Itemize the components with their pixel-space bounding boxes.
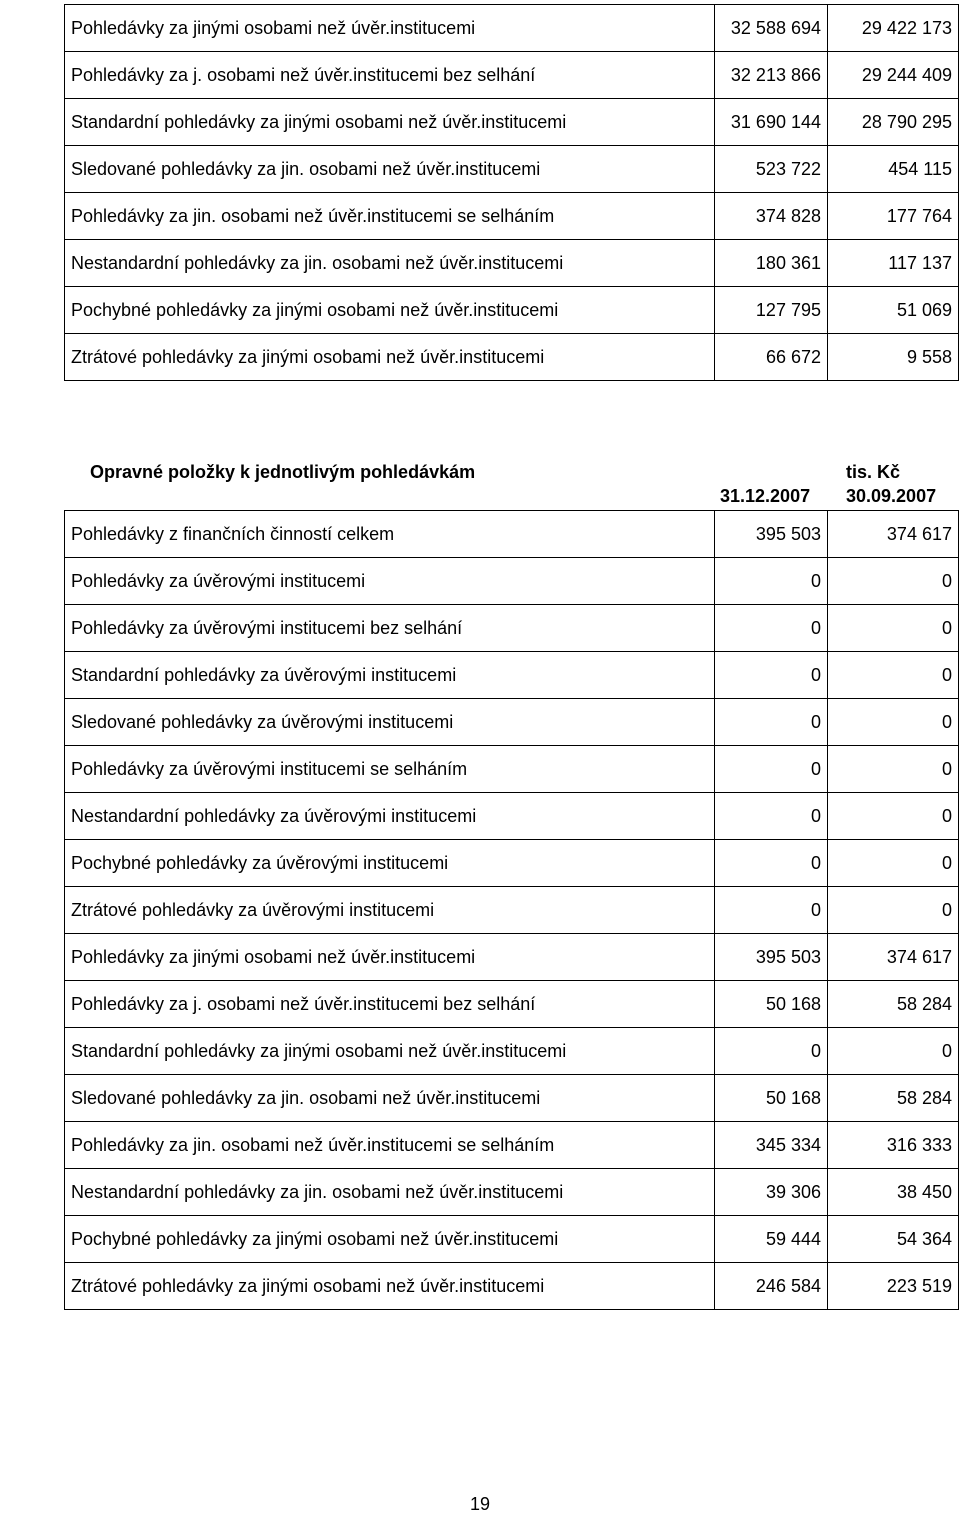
row-value-col2: 0 bbox=[828, 840, 959, 887]
row-value-col1: 32 588 694 bbox=[715, 5, 828, 52]
row-label: Pohledávky za jin. osobami než úvěr.institucemi se selháním bbox=[65, 193, 715, 240]
row-label: Standardní pohledávky za jinými osobami než úvěr.institucemi bbox=[65, 1028, 715, 1075]
row-value-col1: 246 584 bbox=[715, 1263, 828, 1310]
row-value-col1: 66 672 bbox=[715, 334, 828, 381]
row-value-col2: 374 617 bbox=[828, 934, 959, 981]
row-label: Pohledávky za jinými osobami než úvěr.institucemi bbox=[65, 934, 715, 981]
table-row bbox=[65, 334, 959, 381]
row-value-col1: 0 bbox=[715, 558, 828, 605]
row-value-col2: 51 069 bbox=[828, 287, 959, 334]
row-label: Pohledávky za úvěrovými institucemi se selháním bbox=[65, 746, 715, 793]
row-label: Pohledávky za úvěrovými institucemi bez selhání bbox=[65, 605, 715, 652]
row-label: Pohledávky za jin. osobami než úvěr.institucemi se selháním bbox=[65, 1122, 715, 1169]
table-row bbox=[65, 558, 959, 605]
row-label: Sledované pohledávky za jin. osobami než úvěr.institucemi bbox=[65, 1075, 715, 1122]
row-value-col1: 39 306 bbox=[715, 1169, 828, 1216]
row-value-col2: 58 284 bbox=[828, 1075, 959, 1122]
row-label: Pohledávky za úvěrovými institucemi bbox=[65, 558, 715, 605]
row-value-col2: 374 617 bbox=[828, 511, 959, 558]
row-value-col2: 0 bbox=[828, 558, 959, 605]
table-row bbox=[65, 240, 959, 287]
row-value-col2: 0 bbox=[828, 652, 959, 699]
table-row bbox=[65, 652, 959, 699]
row-value-col2: 38 450 bbox=[828, 1169, 959, 1216]
row-label: Pohledávky za jinými osobami než úvěr.institucemi bbox=[65, 5, 715, 52]
unit-label: tis. Kč bbox=[846, 462, 901, 482]
table-row bbox=[65, 5, 959, 52]
row-label: Ztrátové pohledávky za jinými osobami než úvěr.institucemi bbox=[65, 1263, 715, 1310]
row-value-col2: 0 bbox=[828, 887, 959, 934]
row-label: Sledované pohledávky za úvěrovými institucemi bbox=[65, 699, 715, 746]
row-label: Nestandardní pohledávky za úvěrovými institucemi bbox=[65, 793, 715, 840]
row-value-col2: 28 790 295 bbox=[828, 99, 959, 146]
table-row bbox=[65, 511, 959, 558]
row-value-col2: 0 bbox=[828, 746, 959, 793]
row-label: Pohledávky za j. osobami než úvěr.institucemi bez selhání bbox=[65, 981, 715, 1028]
row-value-col1: 31 690 144 bbox=[715, 99, 828, 146]
row-value-col1: 0 bbox=[715, 793, 828, 840]
table-row bbox=[65, 605, 959, 652]
row-label: Ztrátové pohledávky za jinými osobami než úvěr.institucemi bbox=[65, 334, 715, 381]
receivables-table-top-body bbox=[65, 5, 959, 381]
column-header-date-2: 30.09.2007 bbox=[846, 486, 937, 506]
row-value-col1: 0 bbox=[715, 605, 828, 652]
row-value-col2: 29 422 173 bbox=[828, 5, 959, 52]
row-label: Nestandardní pohledávky za jin. osobami než úvěr.institucemi bbox=[65, 1169, 715, 1216]
table-row bbox=[65, 1075, 959, 1122]
row-value-col2: 0 bbox=[828, 605, 959, 652]
row-value-col2: 58 284 bbox=[828, 981, 959, 1028]
row-value-col1: 523 722 bbox=[715, 146, 828, 193]
row-label: Pochybné pohledávky za jinými osobami než úvěr.institucemi bbox=[65, 287, 715, 334]
row-label: Standardní pohledávky za jinými osobami než úvěr.institucemi bbox=[65, 99, 715, 146]
row-value-col2: 54 364 bbox=[828, 1216, 959, 1263]
row-label: Standardní pohledávky za úvěrovými institucemi bbox=[65, 652, 715, 699]
table-row bbox=[65, 746, 959, 793]
table-row bbox=[65, 52, 959, 99]
table-row bbox=[65, 1028, 959, 1075]
row-value-col1: 59 444 bbox=[715, 1216, 828, 1263]
row-label: Nestandardní pohledávky za jin. osobami než úvěr.institucemi bbox=[65, 240, 715, 287]
table-row bbox=[65, 287, 959, 334]
row-value-col1: 127 795 bbox=[715, 287, 828, 334]
page-number: 19 bbox=[469, 1494, 491, 1514]
row-label: Pochybné pohledávky za úvěrovými institucemi bbox=[65, 840, 715, 887]
column-header-date-1: 31.12.2007 bbox=[720, 486, 811, 506]
row-value-col2: 117 137 bbox=[828, 240, 959, 287]
row-value-col2: 177 764 bbox=[828, 193, 959, 240]
row-value-col2: 0 bbox=[828, 1028, 959, 1075]
row-label: Pochybné pohledávky za jinými osobami než úvěr.institucemi bbox=[65, 1216, 715, 1263]
row-value-col1: 0 bbox=[715, 652, 828, 699]
row-value-col1: 50 168 bbox=[715, 1075, 828, 1122]
table-row bbox=[65, 99, 959, 146]
table-row bbox=[65, 887, 959, 934]
row-value-col1: 0 bbox=[715, 1028, 828, 1075]
section-title: Opravné položky k jednotlivým pohledávkám bbox=[90, 462, 476, 482]
row-label: Pohledávky z finančních činností celkem bbox=[65, 511, 715, 558]
row-value-col1: 0 bbox=[715, 840, 828, 887]
table-row bbox=[65, 840, 959, 887]
table-row bbox=[65, 1169, 959, 1216]
row-value-col1: 0 bbox=[715, 746, 828, 793]
row-value-col2: 0 bbox=[828, 793, 959, 840]
row-value-col2: 223 519 bbox=[828, 1263, 959, 1310]
provisions-table-body bbox=[65, 511, 959, 1310]
provisions-table bbox=[64, 510, 959, 1310]
row-value-col1: 0 bbox=[715, 887, 828, 934]
row-value-col2: 454 115 bbox=[828, 146, 959, 193]
row-value-col1: 374 828 bbox=[715, 193, 828, 240]
row-value-col1: 395 503 bbox=[715, 511, 828, 558]
table-row bbox=[65, 193, 959, 240]
table-row bbox=[65, 934, 959, 981]
table-row bbox=[65, 146, 959, 193]
receivables-table-top bbox=[64, 4, 959, 381]
row-value-col1: 32 213 866 bbox=[715, 52, 828, 99]
row-label: Ztrátové pohledávky za úvěrovými institucemi bbox=[65, 887, 715, 934]
table-row bbox=[65, 793, 959, 840]
table-row bbox=[65, 699, 959, 746]
row-value-col2: 29 244 409 bbox=[828, 52, 959, 99]
row-value-col2: 316 333 bbox=[828, 1122, 959, 1169]
row-label: Pohledávky za j. osobami než úvěr.institucemi bez selhání bbox=[65, 52, 715, 99]
table-row bbox=[65, 1216, 959, 1263]
row-value-col1: 345 334 bbox=[715, 1122, 828, 1169]
row-label: Sledované pohledávky za jin. osobami než úvěr.institucemi bbox=[65, 146, 715, 193]
row-value-col1: 50 168 bbox=[715, 981, 828, 1028]
table-row bbox=[65, 1263, 959, 1310]
row-value-col1: 180 361 bbox=[715, 240, 828, 287]
row-value-col1: 395 503 bbox=[715, 934, 828, 981]
row-value-col2: 0 bbox=[828, 699, 959, 746]
row-value-col2: 9 558 bbox=[828, 334, 959, 381]
table-row bbox=[65, 981, 959, 1028]
table-row bbox=[65, 1122, 959, 1169]
row-value-col1: 0 bbox=[715, 699, 828, 746]
